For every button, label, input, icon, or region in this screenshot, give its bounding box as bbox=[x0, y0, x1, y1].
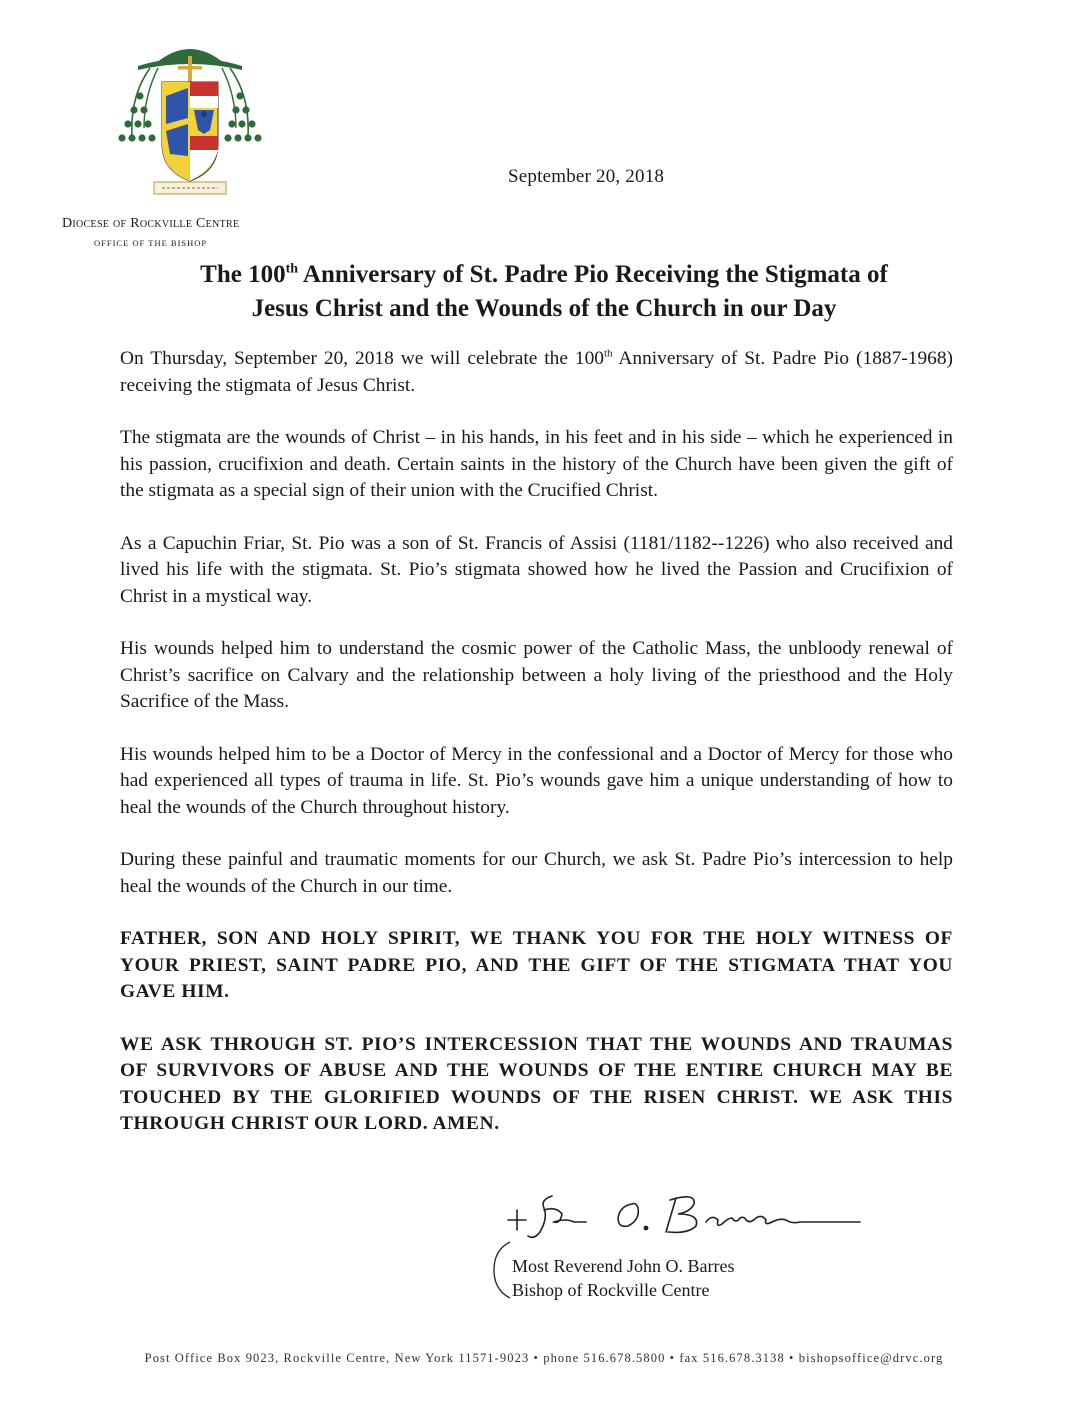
paragraph-1-post: Anniversary of St. Padre Pio (1887-1968) receiving the stigmata of Jesus Christ. bbox=[120, 348, 953, 396]
coat-of-arms-icon bbox=[110, 36, 270, 196]
paragraph-1-sup: th bbox=[603, 347, 613, 360]
diocese-name-text: Diocese of Rockville Centre bbox=[62, 216, 240, 231]
paragraph-1 bbox=[120, 346, 953, 399]
title-line-1 bbox=[100, 258, 988, 292]
paragraph-2: The stigmata are the wounds of Christ – in his hands, in his feet and in his side – which he experienced in his passion, crucifixion and death. Certain saints in the history of the Church have been given the gift of the stigmata as a special sign of their union with the Crucified Christ. bbox=[120, 427, 953, 501]
letterhead-footer: Post Office Box 9023, Rockville Centre, New York 11571-9023 • phone 516.678.5800 • fax 516.678.3138 • bishopsoffice@drvc.org bbox=[144, 1351, 944, 1365]
paragraph-3: As a Capuchin Friar, St. Pio was a son of St. Francis of Assisi (1181/1182--1226) who also received and lived his life with the stigmata. St. Pio’s stigmata showed how he lived the Passion and Crucifixion of Christ in a mystical way. bbox=[120, 532, 953, 607]
title-line-1-post: Anniversary of St. Padre Pio Receiving the Stigmata of bbox=[298, 261, 888, 288]
signatory bbox=[512, 1254, 734, 1302]
prayer-1: FATHER, SON AND HOLY SPIRIT, WE THANK YOU FOR THE HOLY WITNESS OF YOUR PRIEST, SAINT PADRE PIO, AND THE GIFT OF THE STIGMATA THAT YOU GAVE HIM. bbox=[120, 928, 953, 1002]
diocese-name bbox=[62, 216, 239, 232]
signatory-name: Most Reverend John O. Barres bbox=[512, 1256, 735, 1276]
signature-bracket-icon bbox=[490, 1240, 512, 1300]
letter-body bbox=[120, 346, 953, 1164]
signatory-title: Bishop of Rockville Centre bbox=[512, 1280, 710, 1300]
letter-title bbox=[100, 258, 988, 326]
letter-date: September 20, 2018 bbox=[508, 166, 665, 187]
title-line-2: Jesus Christ and the Wounds of the Church in our Day bbox=[251, 295, 837, 322]
paragraph-5: His wounds helped him to be a Doctor of Mercy in the confessional and a Doctor of Mercy for those who had experienced all types of trauma in life. St. Pio’s wounds gave him a unique understanding of how to heal the wounds of the Church throughout history. bbox=[120, 743, 953, 818]
signature-block bbox=[490, 1188, 870, 1313]
prayer-2: WE ASK THROUGH ST. PIO’S INTERCESSION THAT THE WOUNDS AND TRAUMAS OF SURVIVORS OF ABUSE AND THE WOUNDS OF THE ENTIRE CHURCH MAY BE TOUCHED BY THE GLORIFIED WOUNDS OF THE RISEN CHRIST. WE ASK THIS THROUGH CHRIST OUR LORD. AMEN. bbox=[120, 1033, 953, 1134]
paragraph-4: His wounds helped him to understand the cosmic power of the Catholic Mass, the unbloody renewal of Christ’s sacrifice on Calvary and the relationship between a holy living of the priesthood and the Holy Sacrifice of the Mass. bbox=[120, 638, 953, 712]
paragraph-6: During these painful and traumatic moments for our Church, we ask St. Padre Pio’s intercession to help heal the wounds of the Church in our time. bbox=[120, 849, 953, 897]
handwritten-signature-icon bbox=[500, 1188, 870, 1248]
title-line-1-pre: The 100 bbox=[200, 261, 286, 288]
title-superscript: th bbox=[285, 261, 299, 277]
paragraph-1-pre: On Thursday, September 20, 2018 we will celebrate the 100 bbox=[120, 348, 604, 369]
office-name: OFFICE OF THE BISHOP bbox=[94, 238, 208, 248]
